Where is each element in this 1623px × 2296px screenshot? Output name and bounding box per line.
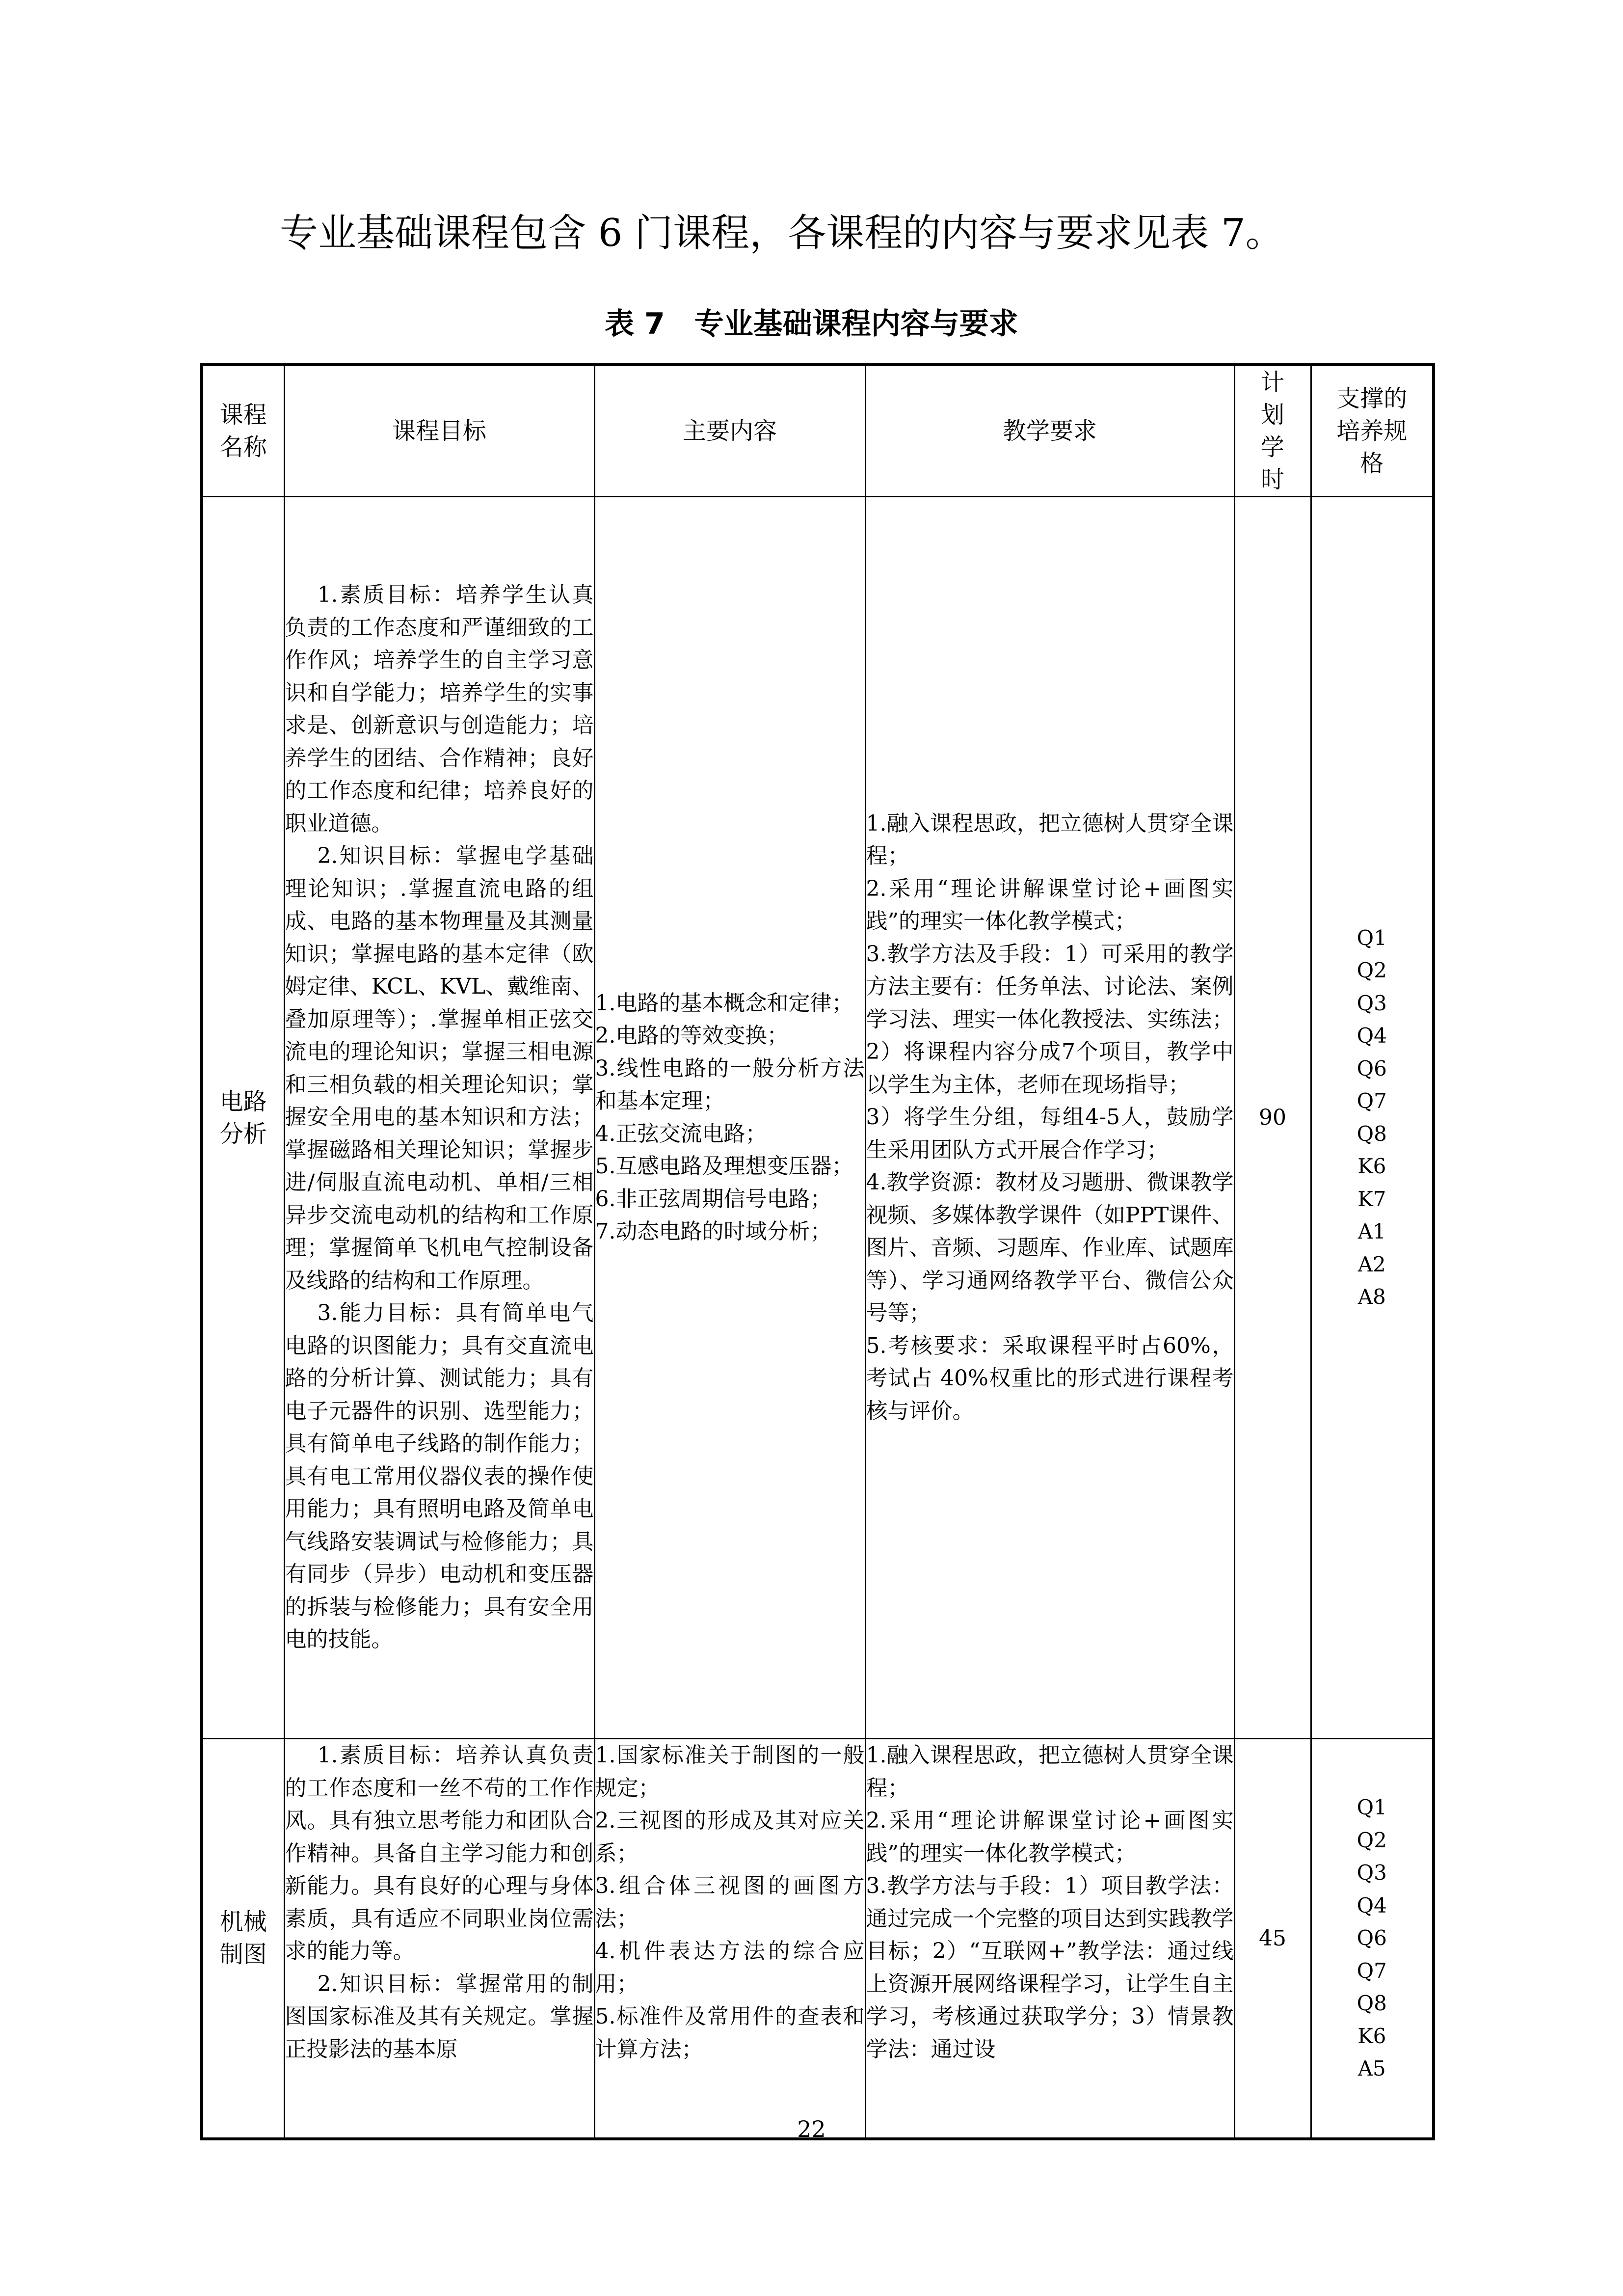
intro-paragraph: 专业基础课程包含 6 门课程，各课程的内容与要求见表 7。: [280, 211, 1284, 255]
course-name: 机械制图: [202, 1739, 284, 2139]
header-hours: 计划学时: [1234, 365, 1311, 497]
spec-code: A1: [1357, 1219, 1386, 1243]
spec-code: Q7: [1357, 1958, 1387, 1983]
spec-code: Q3: [1357, 1861, 1387, 1885]
spec-code: Q6: [1357, 1056, 1387, 1080]
course-table: [200, 363, 1435, 2140]
spec-code: Q2: [1357, 1828, 1387, 1852]
content-item: 1.国家标准关于制图的一般规定；: [595, 1743, 865, 1801]
course-goals: [284, 1739, 594, 2139]
spec-code: Q7: [1357, 1089, 1387, 1113]
requirement-item: 2.采用“理论讲解课堂讨论+画图实践”的理实一体化教学模式；: [866, 1808, 1234, 1866]
spec-code: A5: [1357, 2056, 1386, 2080]
content-item: 3.组合体三视图的画图方法；: [595, 1873, 865, 1931]
content-item: 5.互感电路及理想变压器；: [595, 1154, 853, 1179]
content-item: 1.电路的基本概念和定律；: [595, 990, 853, 1016]
content-item: 6.非正弦周期信号电路；: [595, 1186, 832, 1212]
goal-item: 1.素质目标：培养学生认真负责的工作态度和严谨细致的工作作风；培养学生的自主学习意识和自学能力；培养学生的实事求是、创新意识与创造能力；培养学生的团结、合作精神；良好的工作态度和纪律；培养良好的职业道德。: [285, 582, 594, 836]
table-header-row: [202, 365, 1434, 497]
requirement-item: 3.教学方法与手段：1）项目教学法：通过完成一个完整的项目达到实践教学目标；2）“互联网+”教学法：通过线上资源开展网络课程学习，让学生自主学习，考核通过获取学分；3）情景教学法：通过设: [866, 1873, 1234, 2062]
requirement-item: 3.教学方法及手段：1）可采用的教学方法主要有：任务单法、讨论法、案例学习法、理实一体化教授法、实练法；2）将课程内容分成7个项目，教学中以学生为主体，老师在现场指导；: [866, 941, 1234, 1097]
spec-code: Q3: [1357, 991, 1387, 1015]
header-goals: 课程目标: [284, 365, 594, 497]
spec-code: Q1: [1357, 925, 1387, 950]
requirement-item: 1.融入课程思政，把立德树人贯穿全课程；: [866, 1743, 1234, 1801]
header-requirements: 教学要求: [865, 365, 1234, 497]
spec-code: Q2: [1357, 958, 1387, 982]
table-row: [202, 497, 1434, 1739]
course-goals: [284, 497, 594, 1739]
goal-item: 3.能力目标：具有简单电气电路的识图能力；具有交直流电路的分析计算、测试能力；具有电子元器件的识别、选型能力；具有简单电子线路的制作能力；具有电工常用仪器仪表的操作使用能力；具有照明电路及简单电气线路安装调试与检修能力；具有同步（异步）电动机和变压器的拆装与检修能力；具有安全用电的技能。: [285, 1300, 594, 1652]
spec-code: Q4: [1357, 1024, 1387, 1048]
table-row: [202, 1739, 1434, 2139]
course-specs: [1311, 497, 1434, 1739]
spec-code: Q4: [1357, 1893, 1387, 1918]
course-requirements: [865, 497, 1234, 1739]
header-specs: 支撑的培养规格: [1311, 365, 1434, 497]
content-item: 4.正弦交流电路；: [595, 1121, 767, 1146]
course-content: [594, 497, 865, 1739]
spec-code: A8: [1357, 1285, 1386, 1309]
content-item: 2.电路的等效变换；: [595, 1023, 789, 1048]
requirement-item: 3）将学生分组，每组4-5人，鼓励学生采用团队方式开展合作学习；: [866, 1105, 1234, 1162]
spec-code: K6: [1357, 2024, 1386, 2048]
content-item: 5.标准件及常用件的查表和计算方法；: [595, 2004, 865, 2062]
requirement-item: 4.教学资源：教材及习题册、微课教学视频、多媒体教学课件（如PPT课件、图片、音频、习题库、作业库、试题库等）、学习通网络教学平台、微信公众号等；: [866, 1170, 1234, 1326]
spec-code: K6: [1357, 1154, 1386, 1178]
table-caption: 表 7 专业基础课程内容与要求: [605, 307, 1018, 341]
course-content: [594, 1739, 865, 2139]
spec-code: Q6: [1357, 1926, 1387, 1950]
content-item: 7.动态电路的时域分析；: [595, 1219, 832, 1244]
goal-item: 1.素质目标：培养认真负责的工作态度和一丝不苟的工作作风。具有独立思考能力和团队合作精神。具备自主学习能力和创新能力。具有良好的心理与身体素质，具有适应不同职业岗位需求的能力等。: [285, 1743, 594, 1964]
course-requirements: [865, 1739, 1234, 2139]
header-content: 主要内容: [594, 365, 865, 497]
goal-item: 2.知识目标：掌握电学基础理论知识；.掌握直流电路的组成、电路的基本物理量及其测量知识；掌握电路的基本定律（欧姆定律、KCL、KVL、戴维南、叠加原理等）；.掌握单相正弦交流电的理论知识；掌握三相电源和三相负载的相关理论知识；掌握安全用电的基本知识和方法；掌握磁路相关理论知识；掌握步进/伺服直流电动机、单相/三相异步交流电动机的结构和工作原理；掌握简单飞机电气控制设备及线路的结构和工作原理。: [285, 843, 594, 1293]
content-item: 4.机件表达方法的综合应用；: [595, 1939, 865, 1997]
course-hours: 45: [1234, 1739, 1311, 2139]
content-item: 2.三视图的形成及其对应关系；: [595, 1808, 865, 1866]
requirement-item: 2.采用“理论讲解课堂讨论+画图实践”的理实一体化教学模式；: [866, 876, 1234, 934]
header-course-name: 课程名称: [202, 365, 284, 497]
spec-code: Q1: [1357, 1795, 1387, 1819]
spec-code: A2: [1357, 1252, 1386, 1276]
course-name: 电路分析: [202, 497, 284, 1739]
spec-code: K7: [1357, 1187, 1386, 1211]
page-number: 22: [797, 2116, 826, 2142]
requirement-item: 1.融入课程思政，把立德树人贯穿全课程；: [866, 810, 1234, 869]
course-hours: 90: [1234, 497, 1311, 1739]
goal-item: 2.知识目标：掌握常用的制图国家标准及其有关规定。掌握正投影法的基本原: [285, 1971, 594, 2062]
spec-code: Q8: [1357, 1121, 1387, 1146]
course-specs: [1311, 1739, 1434, 2139]
content-item: 3.线性电路的一般分析方法和基本定理；: [595, 1055, 865, 1113]
requirement-item: 5.考核要求：采取课程平时占60%，考试占 40%权重比的形式进行课程考核与评价。: [866, 1333, 1234, 1424]
spec-code: Q8: [1357, 1991, 1387, 2015]
